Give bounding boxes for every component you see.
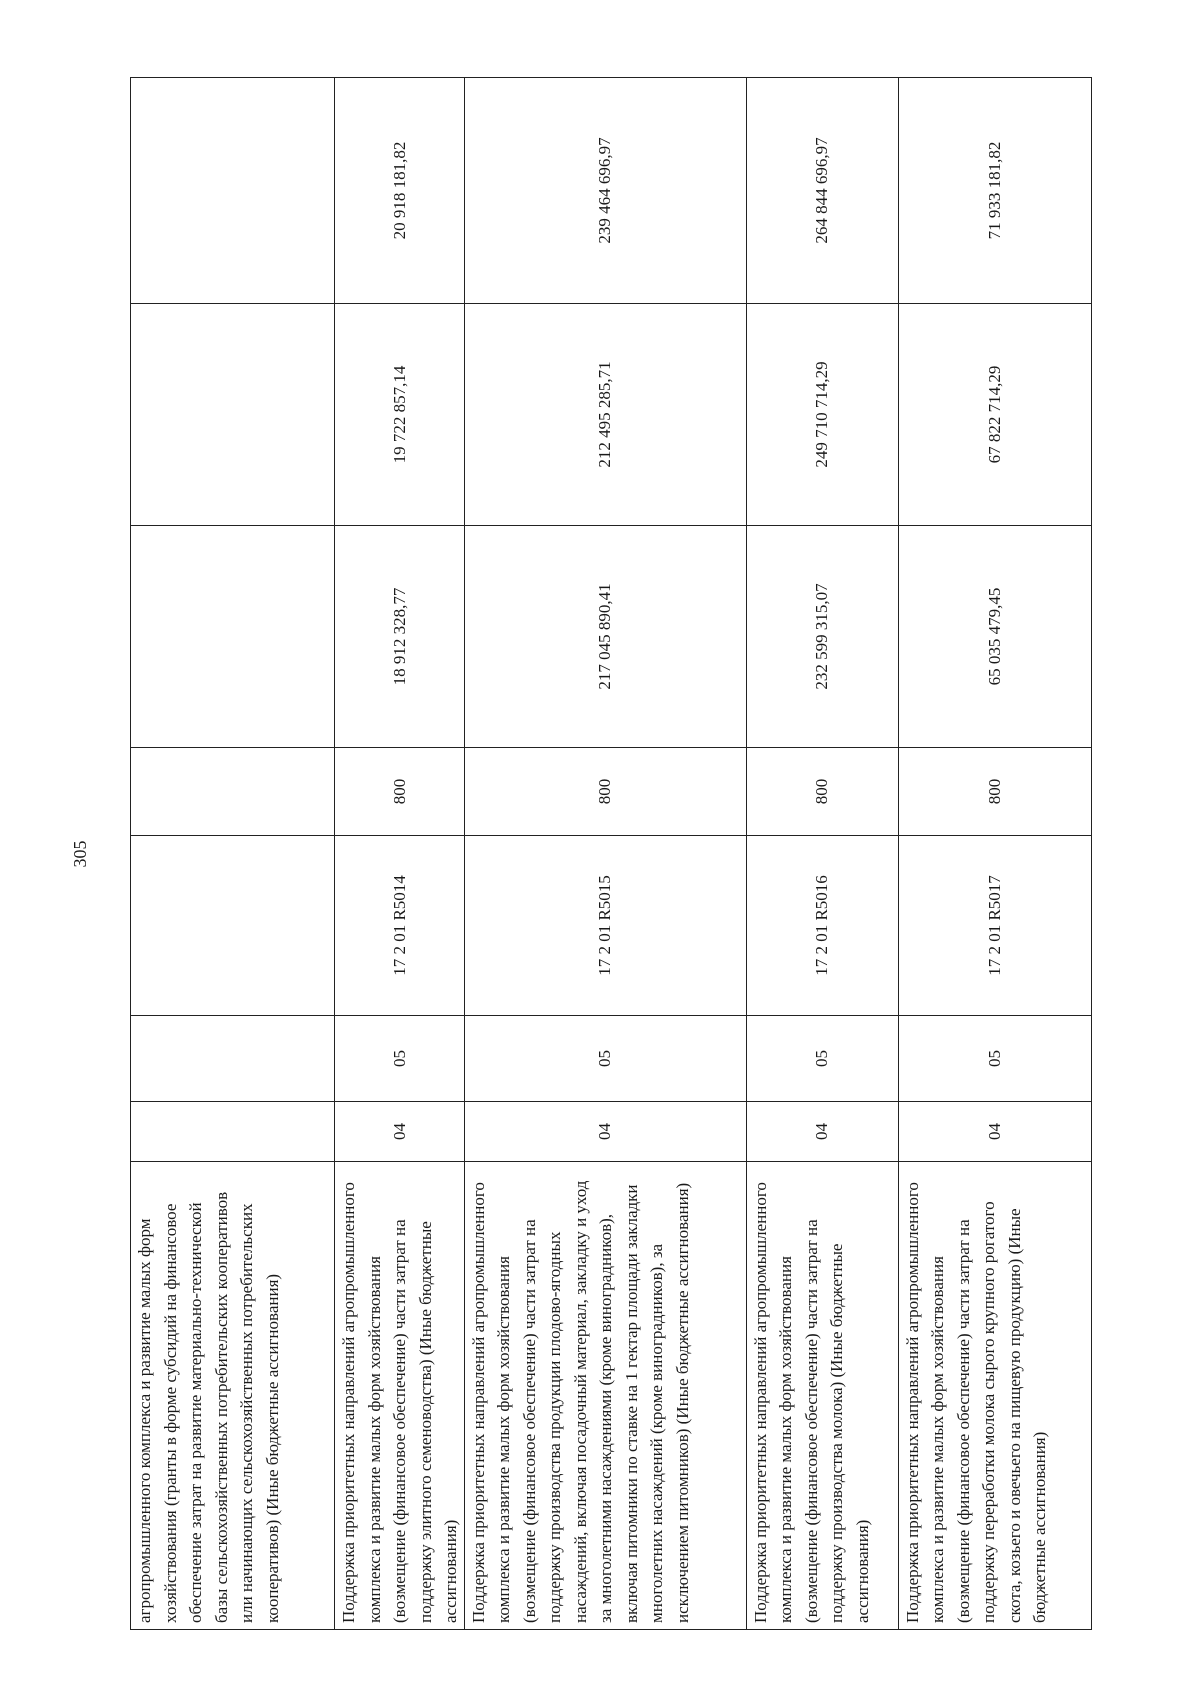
amount-year-2 — [131, 304, 335, 526]
section-code: 04 — [746, 1102, 898, 1162]
amount-year-2: 249 710 714,29 — [746, 304, 898, 526]
row-description: Поддержка приоритетных направлений агропромышленного комплекса и развитие малых форм хозяйствования (возмещение (финансовое обеспечение) части затрат на поддержку производства молока) (Иные бюджетные ассигнования) — [746, 1162, 898, 1630]
subsection-code: 05 — [898, 1016, 1091, 1102]
amount-year-3: 239 464 696,97 — [464, 78, 746, 304]
amount-year-3 — [131, 78, 335, 304]
amount-year-1: 65 035 479,45 — [898, 526, 1091, 748]
amount-year-1: 217 045 890,41 — [464, 526, 746, 748]
subsection-code: 05 — [746, 1016, 898, 1102]
expense-type-code: 800 — [746, 748, 898, 836]
table-row — [746, 78, 898, 1630]
subsection-code — [131, 1016, 335, 1102]
amount-year-1: 18 912 328,77 — [335, 526, 465, 748]
section-code — [131, 1102, 335, 1162]
expense-type-code: 800 — [898, 748, 1091, 836]
table-row — [898, 78, 1091, 1630]
expense-type-code — [131, 748, 335, 836]
amount-year-2: 212 495 285,71 — [464, 304, 746, 526]
amount-year-1: 232 599 315,07 — [746, 526, 898, 748]
rotated-table-container — [130, 78, 1090, 1630]
row-description: Поддержка приоритетных направлений агропромышленного комплекса и развитие малых форм хозяйствования (возмещение (финансовое обеспечение) части затрат на поддержку элитного семеноводства) (Иные бюджетные ассигнования) — [335, 1162, 465, 1630]
subsection-code: 05 — [464, 1016, 746, 1102]
amount-year-3: 20 918 181,82 — [335, 78, 465, 304]
section-code: 04 — [335, 1102, 465, 1162]
target-article-code: 17 2 01 R5015 — [464, 836, 746, 1016]
target-article-code: 17 2 01 R5017 — [898, 836, 1091, 1016]
row-description: Поддержка приоритетных направлений агропромышленного комплекса и развитие малых форм хозяйствования (возмещение (финансовое обеспечение) части затрат на поддержку производства продукции плодово-ягодных насаждений, включая посадочный материал, закладку и уход за многолетними насаждениями (кроме виноградников), включая питомники по ставке на 1 гектар площади закладки многолетних насаждений (кроме виноградников), за исключением питомников) (Иные бюджетные ассигнования) — [464, 1162, 746, 1630]
budget-table — [130, 77, 1092, 1630]
table-row — [464, 78, 746, 1630]
row-description: агропромышленного комплекса и развитие малых форм хозяйствования (гранты в форме субсидий на финансовое обеспечение затрат на развитие материально-технической базы сельскохозяйственных потребительских кооперативов или начинающих сельскохозяйственных потребительских кооперативов) (Иные бюджетные ассигнования) — [131, 1162, 335, 1630]
subsection-code: 05 — [335, 1016, 465, 1102]
target-article-code: 17 2 01 R5014 — [335, 836, 465, 1016]
table-row — [131, 78, 335, 1630]
amount-year-2: 19 722 857,14 — [335, 304, 465, 526]
page-number: 305 — [70, 840, 90, 868]
amount-year-3: 264 844 696,97 — [746, 78, 898, 304]
amount-year-3: 71 933 181,82 — [898, 78, 1091, 304]
target-article-code: 17 2 01 R5016 — [746, 836, 898, 1016]
amount-year-1 — [131, 526, 335, 748]
expense-type-code: 800 — [335, 748, 465, 836]
section-code: 04 — [898, 1102, 1091, 1162]
row-description: Поддержка приоритетных направлений агропромышленного комплекса и развитие малых форм хозяйствования (возмещение (финансовое обеспечение) части затрат на поддержку переработки молока сырого крупного рогатого скота, козьего и овечьего на пищевую продукцию) (Иные бюджетные ассигнования) — [898, 1162, 1091, 1630]
expense-type-code: 800 — [464, 748, 746, 836]
target-article-code — [131, 836, 335, 1016]
table-row — [335, 78, 465, 1630]
amount-year-2: 67 822 714,29 — [898, 304, 1091, 526]
section-code: 04 — [464, 1102, 746, 1162]
